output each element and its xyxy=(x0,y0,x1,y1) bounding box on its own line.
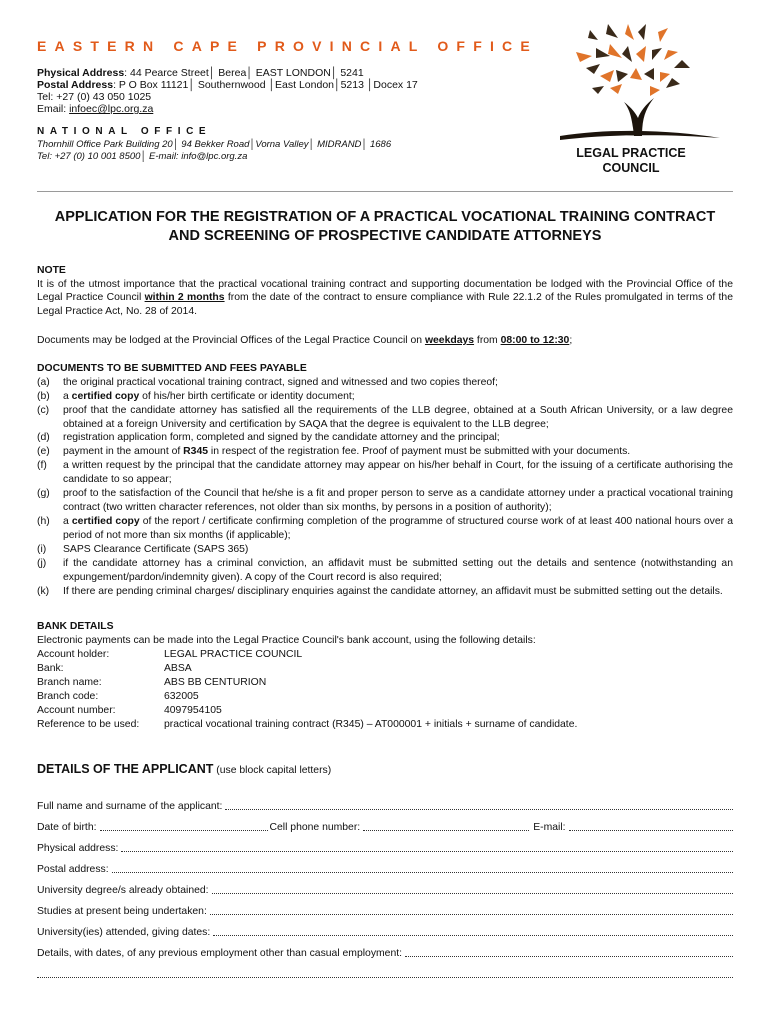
doc-item-label: (j) xyxy=(37,558,47,569)
documents-heading: DOCUMENTS TO BE SUBMITTED AND FEES PAYABLE xyxy=(37,363,307,374)
doc-item-label: (b) xyxy=(37,391,50,402)
employment-field[interactable] xyxy=(37,945,733,959)
doc-item-pre: payment in the amount of xyxy=(63,446,184,457)
postal-address xyxy=(37,79,418,91)
note-p2-e: ; xyxy=(569,335,573,346)
employment-extra-line[interactable] xyxy=(37,977,733,978)
cell-input-line[interactable] xyxy=(363,829,529,831)
dob-input-line[interactable] xyxy=(100,829,268,831)
dob-cell-email-row xyxy=(37,819,733,833)
doc-item-post: of his/her birth certificate or identity document; xyxy=(139,391,355,402)
universities-input-line[interactable] xyxy=(213,934,733,936)
doc-item-label: (f) xyxy=(37,460,47,471)
doc-item-label: (i) xyxy=(37,544,47,555)
tree-trunk xyxy=(624,98,654,136)
degree-field[interactable] xyxy=(37,882,733,896)
doc-item-text: if the candidate attorney has a criminal conviction, an affidavit must be submitted setting out the details and sentence (notwithstanding an expungement/pardon/indemnity given). A copy of the Court record is also required; xyxy=(63,558,733,583)
bank-value: LEGAL PRACTICE COUNCIL xyxy=(164,649,303,660)
bank-heading: BANK DETAILS xyxy=(37,621,114,632)
bank-value: 4097954105 xyxy=(164,705,222,716)
doc-item-label: (d) xyxy=(37,432,50,443)
studies-field[interactable] xyxy=(37,903,733,917)
national-address: Thornhill Office Park Building 20│ 94 Bekker Road│Vorna Valley│ MIDRAND│ 1686 xyxy=(37,139,392,150)
studies-input-line[interactable] xyxy=(210,913,733,915)
postal-address-input-line[interactable] xyxy=(112,871,733,873)
note-p1-c: from the date of the contract to ensure compliance with Rule 22.1.2 of the Rules promulgated in terms of the Legal Practice Act, No. 28 of 2014. xyxy=(37,292,733,317)
email-link[interactable]: infoec@lpc.org.za xyxy=(69,103,154,115)
doc-item-text xyxy=(63,515,733,542)
logo-text-line1: LEGAL PRACTICE xyxy=(576,146,686,160)
note-paragraph-2 xyxy=(37,334,733,348)
physical-address-input-line[interactable] xyxy=(121,850,733,852)
physical-address-value: : 44 Pearce Street│ Berea│ EAST LONDON│ 5241 xyxy=(124,67,364,79)
note-section xyxy=(37,264,733,318)
email-input-line[interactable] xyxy=(569,829,733,831)
note-p1-deadline: within 2 months xyxy=(144,292,225,304)
note-paragraph-1 xyxy=(37,278,733,319)
bank-key: Branch name: xyxy=(37,677,102,688)
physical-address xyxy=(37,67,364,79)
national-contact: Tel: +27 (0) 10 001 8500│ E-mail: info@lpc.org.za xyxy=(37,151,248,162)
telephone: Tel: +27 (0) 43 050 1025 xyxy=(37,91,152,103)
bank-key: Account holder: xyxy=(37,649,110,660)
doc-item-text xyxy=(63,390,733,404)
postal-address-field[interactable] xyxy=(37,861,733,875)
note-heading: NOTE xyxy=(37,265,66,276)
doc-item-label: (c) xyxy=(37,405,50,416)
doc-item-text: the original practical vocational training contract, signed and witnessed and two copies thereof; xyxy=(63,377,498,388)
cell-label: Cell phone number: xyxy=(269,822,361,833)
bank-key: Reference to be used: xyxy=(37,719,140,730)
bank-value: ABS BB CENTURION xyxy=(164,677,267,688)
note-p2-days: weekdays xyxy=(424,335,475,346)
doc-item-pre: a xyxy=(63,391,72,402)
note-p2-c: from xyxy=(474,335,501,346)
doc-item-pre: a xyxy=(63,516,72,527)
note-p2-a: Documents may be lodged at the Provincial Offices of the Legal Practice Council on xyxy=(37,335,425,346)
postal-address-value: : P O Box 11121│ Southernwood │East London│5213 │Docex 17 xyxy=(113,79,418,91)
page-title xyxy=(30,208,740,246)
doc-item-text: If there are pending criminal charges/ disciplinary enquiries against the candidate attorney, an affidavit must be submitted setting out the details. xyxy=(63,586,723,597)
doc-item-text: registration application form, completed and signed by the candidate attorney and the principal; xyxy=(63,432,500,443)
full-name-field[interactable] xyxy=(37,798,733,812)
physical-address-field-label: Physical address: xyxy=(37,843,119,854)
doc-item-label: (h) xyxy=(37,516,50,527)
doc-item-bold: certified copy xyxy=(71,516,140,527)
physical-address-field[interactable] xyxy=(37,840,733,854)
employment-input-line[interactable] xyxy=(405,955,733,957)
note-p2-hours: 08:00 to 12:30 xyxy=(500,335,570,346)
doc-item-label: (e) xyxy=(37,446,50,457)
universities-field[interactable] xyxy=(37,924,733,938)
doc-item-bold: R345 xyxy=(183,446,208,457)
employment-label: Details, with dates, of any previous employment other than casual employment: xyxy=(37,948,403,959)
applicant-heading-sub: (use block capital letters) xyxy=(213,765,332,776)
email-label: Email: xyxy=(37,103,70,115)
postal-address-field-label: Postal address: xyxy=(37,864,109,875)
title-line-1: APPLICATION FOR THE REGISTRATION OF A PRACTICAL VOCATIONAL TRAINING CONTRACT xyxy=(54,209,716,225)
doc-item-text: proof to the satisfaction of the Council that he/she is a fit and proper person to serve as a candidate attorney under a practical vocational training contract (two written character references, not older than six months, by persons in a position of authority); xyxy=(63,488,733,513)
national-office-title: NATIONAL OFFICE xyxy=(37,126,212,137)
bank-intro: Electronic payments can be made into the Legal Practice Council's bank account, using the following details: xyxy=(37,635,536,646)
tree-leaves xyxy=(576,24,690,96)
studies-label: Studies at present being undertaken: xyxy=(37,906,207,917)
bank-value: 632005 xyxy=(164,691,199,702)
doc-item-post: of the report / certificate confirming completion of the programme of structured course work of at least 400 national hours over a period of not more than six months (if applicable); xyxy=(63,516,733,541)
doc-item-text: proof that the candidate attorney has satisfied all the requirements of the LLB degree, obtained at a South African University, or a law degree obtained at a foreign University and certification by SAQA that the degree is equivalent to the LLB degree; xyxy=(63,405,733,430)
full-name-input-line[interactable] xyxy=(225,808,733,810)
doc-item-label: (k) xyxy=(37,586,50,597)
full-name-label: Full name and surname of the applicant: xyxy=(37,801,223,812)
doc-item-label: (a) xyxy=(37,377,50,388)
bank-value: ABSA xyxy=(164,663,192,674)
doc-item-bold: certified copy xyxy=(71,391,140,402)
bank-value: practical vocational training contract (R345) – AT000001 + initials + surname of candidate. xyxy=(164,719,578,730)
degree-label: University degree/s already obtained: xyxy=(37,885,209,896)
applicant-heading xyxy=(37,762,331,776)
bank-key: Account number: xyxy=(37,705,116,716)
header-divider xyxy=(37,191,733,192)
doc-item-post: in respect of the registration fee. Proof of payment must be submitted with your documents. xyxy=(208,446,631,457)
note-p1-a: It is of the utmost importance that the practical vocational training contract and supporting documentation be lodged with the Provincial Office of the Legal Practice Council xyxy=(37,278,733,304)
logo-text xyxy=(550,146,712,176)
office-title: EASTERN CAPE PROVINCIAL OFFICE xyxy=(37,38,538,54)
email-line xyxy=(37,103,153,115)
doc-item-label: (g) xyxy=(37,488,50,499)
applicant-heading-title: DETAILS OF THE APPLICANT xyxy=(37,762,214,776)
degree-input-line[interactable] xyxy=(212,892,733,894)
doc-item-text: a written request by the principal that the candidate attorney may appear on his/her behalf in Court, for the issuing of a certificate authorising the candidate to so appear; xyxy=(63,460,733,485)
doc-item-text: SAPS Clearance Certificate (SAPS 365) xyxy=(63,544,249,555)
postal-address-label: Postal Address xyxy=(37,79,114,91)
bank-key: Bank: xyxy=(37,663,64,674)
physical-address-label: Physical Address xyxy=(37,67,125,79)
title-line-2: AND SCREENING OF PROSPECTIVE CANDIDATE ATTORNEYS xyxy=(168,228,602,244)
dob-label: Date of birth: xyxy=(37,822,97,833)
email-field-label: E-mail: xyxy=(533,822,566,833)
logo-text-line2: COUNCIL xyxy=(602,161,660,175)
doc-item-text xyxy=(63,445,733,459)
universities-label: University(ies) attended, giving dates: xyxy=(37,927,211,938)
bank-key: Branch code: xyxy=(37,691,99,702)
